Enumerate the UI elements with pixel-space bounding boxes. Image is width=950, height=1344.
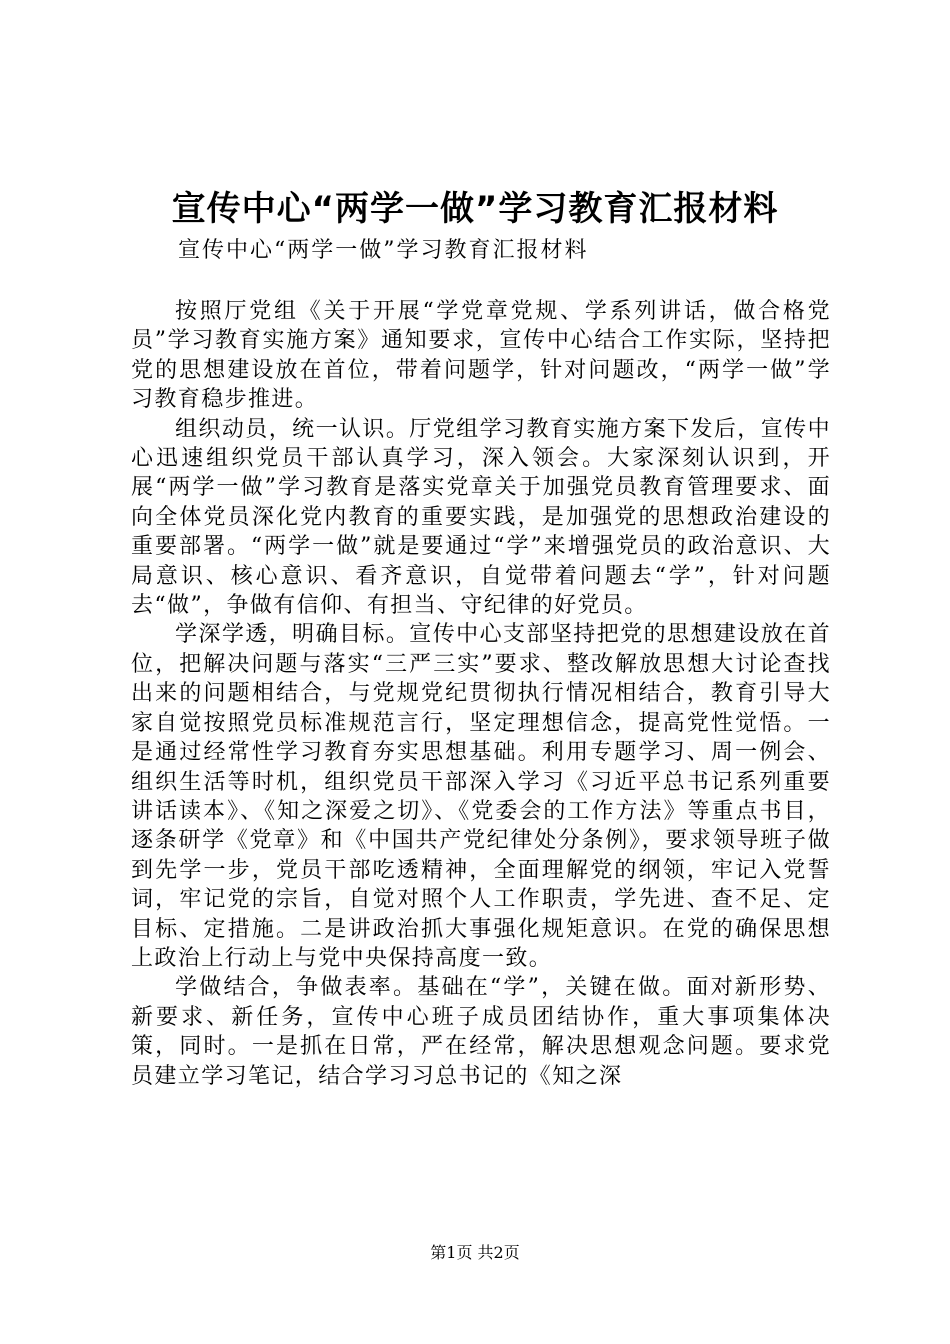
paragraph: 学深学透，明确目标。宣传中心支部坚持把党的思想建设放在首位，把解决问题与落实“三严三实”要求、整改解放思想大讨论查找出来的问题相结合，与党规党纪贯彻执行情况相结合，教育引导大家自觉按照党员标准规范言行，坚定理想信念，提高党性觉悟。一是通过经常性学习教育夯实思想基础。利用专题学习、周一例会、组织生活等时机，组织党员干部深入学习《习近平总书记系列重要讲话读本》、《知之深爱之切》、《党委会的工作方法》等重点书目，逐条研学《党章》和《中国共产党纪律处分条例》，要求领导班子做到先学一步，党员干部吃透精神，全面理解党的纲领，牢记入党誓词，牢记党的宗旨，自觉对照个人工作职责，学先进、查不足、定目标、定措施。二是讲政治抓大事强化规矩意识。在党的确保思想上政治上行动上与党中央保持高度一致。: [131, 622, 831, 971]
paragraph: 按照厅党组《关于开展“学党章党规、学系列讲话，做合格党员”学习教育实施方案》通知要求，宣传中心结合工作实际，坚持把党的思想建设放在首位，带着问题学，针对问题改，“两学一做”学习教育稳步推进。: [131, 299, 831, 413]
paragraph: 组织动员，统一认识。厅党组学习教育实施方案下发后，宣传中心迅速组织党员干部认真学习，深入领会。大家深刻认识到，开展“两学一做”学习教育是落实党章关于加强党员教育管理要求、面向全体党员深化党内教育的重要实践，是加强党的思想政治建设的重要部署。“两学一做”就是要通过“学”来增强党员的政治意识、大局意识、核心意识、看齐意识，自觉带着问题去“学”，针对问题去“做”，争做有信仰、有担当、守纪律的好党员。: [131, 416, 831, 619]
page-footer: 第1页 共2页: [430, 1243, 520, 1262]
document-subtitle: 宣传中心“两学一做”学习教育汇报材料: [178, 238, 589, 263]
document-title: 宣传中心“两学一做”学习教育汇报材料: [171, 189, 779, 229]
document-body: [131, 297, 831, 1091]
paragraph: 学做结合，争做表率。基础在“学”，关键在做。面对新形势、新要求、新任务，宣传中心班子成员团结协作，重大事项集体决策，同时。一是抓在日常，严在经常，解决思想观念问题。要求党员建立学习笔记，结合学习习总书记的《知之深: [131, 975, 831, 1089]
